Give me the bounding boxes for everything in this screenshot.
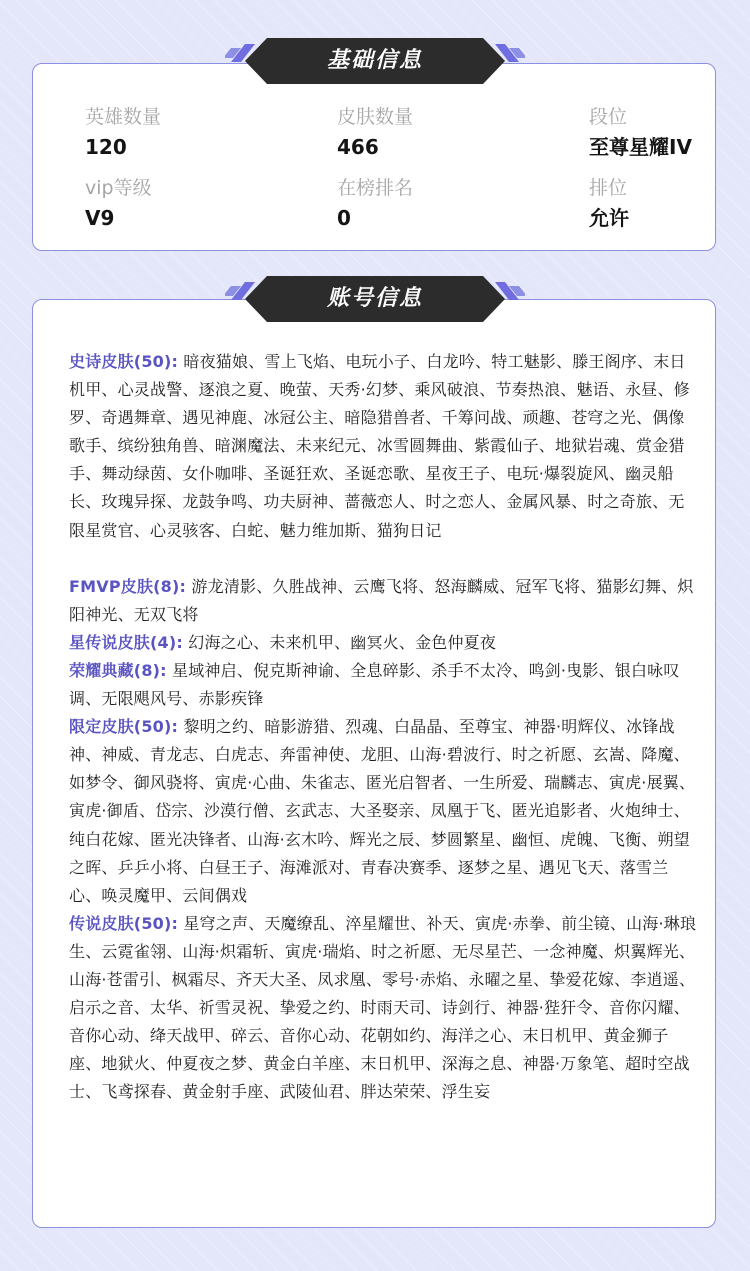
category-label: 史诗皮肤(50): <box>69 352 179 371</box>
account-info-card <box>32 299 716 1228</box>
stat-label: vip等级 <box>85 177 152 199</box>
stat-value: 120 <box>85 135 127 159</box>
stat-value: 466 <box>337 135 379 159</box>
section-title: 基础信息 <box>326 48 423 73</box>
account-info-title-tab <box>225 276 525 322</box>
stat-label: 英雄数量 <box>85 106 162 128</box>
stat-vip-level <box>85 175 152 231</box>
category-items: 幻海之心、未来机甲、幽冥火、金色仲夏夜 <box>188 632 497 652</box>
stat-value: 允许 <box>589 206 629 230</box>
category-items: 黎明之约、暗影游猎、烈魂、白晶晶、至尊宝、神器·明辉仪、冰锋战神、神威、青龙志、白虎志、奔雷神使、龙胆、山海·碧波行、时之祈愿、玄嵩、降魔、如梦令、御风骁将、寅虎·心曲、朱雀志、匿光启智者、一生所爱、瑞麟志、寅虎·展翼、寅虎·御盾、岱宗、沙漠行僧、玄武志、大圣娶亲、凤凰于飞、匿光追影者、火炮绅士、纯白花嫁、匿光决锋者、山海·玄木吟、辉光之辰、梦圆繁星、幽恒、虎魄、飞衡、朔望之晖、乒乒小将、白昼王子、海滩派对、青春决赛季、逐梦之星、遇见飞天、落雪兰心、唤灵魔甲、云间偶戏 <box>69 717 696 905</box>
category-items: 游龙清影、久胜战神、云鹰飞将、怒海麟威、冠军飞将、猫影幻舞、炽阳神光、无双飞将 <box>69 576 694 624</box>
stat-label: 段位 <box>589 106 628 128</box>
category-label: FMVP皮肤(8): <box>69 576 187 596</box>
category-spacer <box>69 545 697 573</box>
skin-category-fmvp <box>69 573 697 629</box>
stat-value: 至尊星耀IV <box>589 135 692 159</box>
category-items: 暗夜猫娘、雪上飞焰、电玩小子、白龙吟、特工魅影、滕王阁序、末日机甲、心灵战警、逐浪之夏、晚萤、天秀·幻梦、乘风破浪、节奏热浪、魅语、永昼、修罗、奇遇舞章、遇见神鹿、冰冠公主、暗隐猎兽者、千筹问战、顽趣、苍穹之光、偶像歌手、缤纷独角兽、暗渊魔法、未来纪元、冰雪圆舞曲、紫霞仙子、地狱岩魂、赏金猎手、舞动绿茵、女仆咖啡、圣诞狂欢、圣诞恋歌、星夜王子、电玩·爆裂旋风、幽灵船长、玫瑰异探、龙鼓争鸣、功夫厨神、蔷薇恋人、时之恋人、金属风暴、时之奇旅、无限星赏官、心灵骇客、白蛇、魅力维加斯、猫狗日记 <box>69 352 690 540</box>
skin-category-limited <box>69 713 697 910</box>
stat-value: V9 <box>85 206 115 230</box>
basic-info-title-tab <box>225 38 525 84</box>
skin-category-legend <box>69 910 697 1107</box>
category-label: 星传说皮肤(4): <box>69 632 183 652</box>
stat-label: 排位 <box>589 177 628 199</box>
stat-skin-count <box>337 104 413 160</box>
skin-category-list <box>69 348 697 1106</box>
category-items: 星域神启、倪克斯神谕、全息碎影、杀手不太冷、鸣剑·曳影、银白咏叹调、无限飓风号、赤影疾锋 <box>69 660 680 709</box>
category-label: 传说皮肤(50): <box>69 913 179 933</box>
basic-info-card <box>32 63 716 251</box>
skin-category-glory-collection <box>69 657 697 713</box>
stat-leaderboard-rank <box>337 175 413 231</box>
stat-rank-tier <box>589 104 692 160</box>
skin-category-star-legend <box>69 629 697 657</box>
category-label: 限定皮肤(50): <box>69 717 179 737</box>
stat-label: 皮肤数量 <box>337 106 414 128</box>
section-title: 账号信息 <box>326 286 423 311</box>
skin-category-epic <box>69 348 697 545</box>
stat-ranked-allowed <box>589 175 629 231</box>
stat-hero-count <box>85 104 161 160</box>
stat-label: 在榜排名 <box>337 177 414 199</box>
stat-value: 0 <box>337 206 351 230</box>
category-items: 星穹之声、天魔缭乱、淬星耀世、补天、寅虎·赤拳、前尘镜、山海·琳琅生、云霓雀翎、山海·炽霜斩、寅虎·瑞焰、时之祈愿、无尽星芒、一念神魔、炽翼辉光、山海·苍雷引、枫霜尽、齐天大圣、凤求凰、零号·赤焰、永曜之星、挚爱花嫁、李逍遥、启示之音、太华、祈雪灵祝、挚爱之约、时雨天司、诗剑行、神器·狴犴令、音你闪耀、音你心动、绛天战甲、碎云、音你心动、花朝如约、海洋之心、末日机甲、黄金狮子座、地狱火、仲夏夜之梦、黄金白羊座、末日机甲、深海之息、神器·万象笔、超时空战士、飞鸢探春、黄金射手座、武陵仙君、胖达荣荣、浮生妄 <box>69 913 697 1102</box>
category-label: 荣耀典藏(8): <box>69 660 167 680</box>
